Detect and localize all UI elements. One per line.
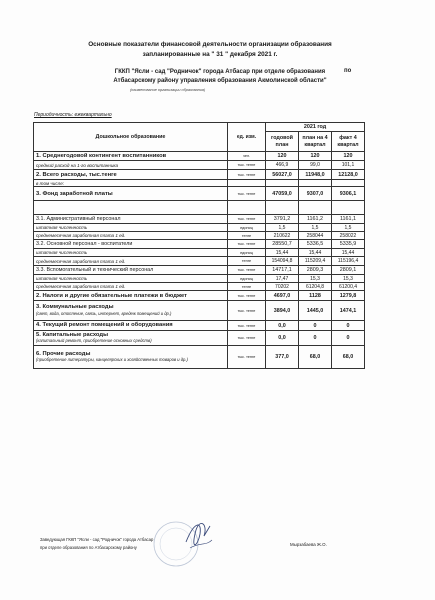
row-unit: тыс. тенге xyxy=(228,240,266,249)
row-label-main: 3. Коммунальные расходы xyxy=(36,304,114,311)
table-row xyxy=(34,224,365,232)
org-caption: (наименование организации образования) xyxy=(130,88,206,92)
row-q4-plan: 0 xyxy=(299,331,332,346)
table-row xyxy=(34,321,365,331)
row-q4-fact: 0 xyxy=(332,321,365,331)
table-row xyxy=(34,257,365,266)
row-label: среднемесячная заработная плата 1 ед. xyxy=(34,283,228,291)
row-label: 2. Всего расходы, тыс.тенге xyxy=(34,170,228,180)
row-unit: единиц xyxy=(228,249,266,257)
table-row xyxy=(34,240,365,249)
row-unit: тыс. тенге xyxy=(228,346,266,369)
header-annual-plan: годовой план xyxy=(266,132,299,152)
row-annual-plan xyxy=(266,180,299,187)
table-row xyxy=(34,283,365,291)
row-q4-plan: 68,0 xyxy=(299,346,332,369)
signature-name: Мырзабаева Ж.О. xyxy=(290,542,327,547)
row-annual-plan: 56027,0 xyxy=(266,170,299,180)
header-year: 2021 год xyxy=(266,123,365,132)
row-q4-plan: 0 xyxy=(299,321,332,331)
row-unit: тенге xyxy=(228,232,266,240)
row-q4-plan: 9307,0 xyxy=(299,187,332,201)
signature-line-2: при отделе образования по Атбасарскому району xyxy=(40,545,137,550)
row-q4-fact: 258022 xyxy=(332,232,365,240)
row-q4-fact: 1474,1 xyxy=(332,301,365,321)
financial-table xyxy=(33,122,365,369)
row-q4-plan: 258044 xyxy=(299,232,332,240)
row-unit: тенге xyxy=(228,257,266,266)
table-row xyxy=(34,249,365,257)
row-unit: тыс. тенге xyxy=(228,215,266,224)
table-row xyxy=(34,331,365,346)
row-q4-fact: 115196,4 xyxy=(332,257,365,266)
header-unit: ед. изм. xyxy=(228,123,266,152)
row-q4-plan: 15,3 xyxy=(299,275,332,283)
row-unit: единиц xyxy=(228,275,266,283)
row-q4-plan: 1128 xyxy=(299,291,332,301)
row-unit: чел. xyxy=(228,152,266,161)
row-unit: тенге xyxy=(228,283,266,291)
row-q4-fact: 0 xyxy=(332,331,365,346)
row-q4-fact: 12128,0 xyxy=(332,170,365,180)
document-title xyxy=(40,40,380,59)
table-row xyxy=(34,301,365,321)
table-row xyxy=(34,180,365,187)
row-unit: тыс. тенге xyxy=(228,266,266,275)
row-q4-fact xyxy=(332,201,365,215)
row-label: среднемесячная заработная плата 1 ед. xyxy=(34,232,228,240)
row-q4-plan: 11948,0 xyxy=(299,170,332,180)
row-q4-fact xyxy=(332,180,365,187)
row-label: штатная численность xyxy=(34,249,228,257)
row-q4-plan xyxy=(299,201,332,215)
org-line-2: Атбасарскому району управления образования Акмолинской области" xyxy=(113,77,327,84)
header-education: Дошкольное образование xyxy=(34,123,228,152)
row-annual-plan: 17,47 xyxy=(266,275,299,283)
table-row xyxy=(34,170,365,180)
row-q4-fact: 1279,8 xyxy=(332,291,365,301)
row-q4-fact: 68,0 xyxy=(332,346,365,369)
row-annual-plan: 3894,0 xyxy=(266,301,299,321)
row-q4-plan: 2809,3 xyxy=(299,266,332,275)
row-unit: тыс. тенге xyxy=(228,170,266,180)
table-row xyxy=(34,232,365,240)
row-label: 2. Налоги и другие обязательные платежи в бюджет xyxy=(34,291,228,301)
row-annual-plan: 0,0 xyxy=(266,331,299,346)
row-unit: тыс. тенге xyxy=(228,321,266,331)
row-unit: тыс. тенге xyxy=(228,291,266,301)
row-label: 3.1. Административный персонал xyxy=(34,215,228,224)
row-label: 3.2. Основной персонал - воспитатели xyxy=(34,240,228,249)
row-label xyxy=(34,301,228,321)
row-q4-fact: 120 xyxy=(332,152,365,161)
row-annual-plan: 210622 xyxy=(266,232,299,240)
table-row xyxy=(34,152,365,161)
title-line-1: Основные показатели финансовой деятельности организации образования xyxy=(88,41,332,48)
table-row xyxy=(34,291,365,301)
row-label xyxy=(34,346,228,369)
table-row xyxy=(34,266,365,275)
row-q4-plan: 1445,0 xyxy=(299,301,332,321)
row-annual-plan: 377,0 xyxy=(266,346,299,369)
row-unit: единиц xyxy=(228,224,266,232)
row-label: 1. Среднегодовой контингент воспитанников xyxy=(34,152,228,161)
organization-name xyxy=(70,68,370,86)
row-label: 3.3. Вспомогательный и технический персонал xyxy=(34,266,228,275)
row-annual-plan: 120 xyxy=(266,152,299,161)
row-annual-plan: 47059,0 xyxy=(266,187,299,201)
row-q4-plan: 5336,5 xyxy=(299,240,332,249)
row-label: средний расход на 1-го воспитанника xyxy=(34,161,228,170)
row-annual-plan xyxy=(266,201,299,215)
row-q4-plan: 15,44 xyxy=(299,249,332,257)
row-label: 3. Фонд заработной платы xyxy=(34,187,228,201)
row-annual-plan: 70202 xyxy=(266,283,299,291)
row-q4-fact: 5335,9 xyxy=(332,240,365,249)
row-label xyxy=(34,201,228,215)
table-row xyxy=(34,187,365,201)
row-annual-plan: 466,9 xyxy=(266,161,299,170)
row-q4-fact: 101,1 xyxy=(332,161,365,170)
signature-line-1: Заведующая ГККП "Ясли - сад "Родничок" города Атбасар xyxy=(40,537,154,542)
org-line-1: ГККП "Ясли - сад "Родничок" города Атбасар при отделе образования xyxy=(114,69,326,75)
row-unit: тыс. тенге xyxy=(228,161,266,170)
row-q4-plan: 61204,8 xyxy=(299,283,332,291)
row-q4-fact: 2809,1 xyxy=(332,266,365,275)
table-row xyxy=(34,201,365,215)
row-q4-fact: 15,3 xyxy=(332,275,365,283)
row-label xyxy=(34,321,228,331)
row-unit xyxy=(228,180,266,187)
row-annual-plan: 0,0 xyxy=(266,321,299,331)
row-label: среднемесячная заработная плата 1 ед. xyxy=(34,257,228,266)
row-q4-plan: 1161,2 xyxy=(299,215,332,224)
table-row xyxy=(34,346,365,369)
row-q4-plan: 120 xyxy=(299,152,332,161)
row-annual-plan: 4697,0 xyxy=(266,291,299,301)
row-label: в том числе: xyxy=(34,180,228,187)
official-stamp-icon xyxy=(150,512,220,577)
row-label-note: (капитальный ремонт, приобретение основных средств) xyxy=(36,338,152,344)
row-annual-plan: 14717,1 xyxy=(266,266,299,275)
table-row xyxy=(34,161,365,170)
row-q4-fact: 1161,1 xyxy=(332,215,365,224)
row-unit xyxy=(228,201,266,215)
header-q4-plan: план на 4 квартал xyxy=(299,132,332,152)
row-unit: тыс. тенге xyxy=(228,187,266,201)
row-q4-plan xyxy=(299,180,332,187)
row-q4-plan: 99,0 xyxy=(299,161,332,170)
row-q4-fact: 1,5 xyxy=(332,224,365,232)
table-row xyxy=(34,215,365,224)
row-label: штатная численность xyxy=(34,275,228,283)
row-q4-plan: 115209,4 xyxy=(299,257,332,266)
row-q4-fact: 61200,4 xyxy=(332,283,365,291)
row-label: штатная численность xyxy=(34,224,228,232)
table-row xyxy=(34,275,365,283)
row-label-note: (приобретение литературы, канцелярских и хозяйственных товаров и др.) xyxy=(36,357,188,363)
row-annual-plan: 15,44 xyxy=(266,249,299,257)
row-label-main: 5. Капитальные расходы xyxy=(36,331,109,338)
row-label-main: 4. Текущий ремонт помещений и оборудования xyxy=(36,321,173,328)
periodicity-label: Периодичность: ежеквартально xyxy=(34,112,112,118)
row-annual-plan: 28550,7 xyxy=(266,240,299,249)
row-q4-fact: 15,44 xyxy=(332,249,365,257)
table-header-row-1 xyxy=(34,123,365,132)
row-unit: тыс. тенге xyxy=(228,301,266,321)
row-q4-fact: 9306,1 xyxy=(332,187,365,201)
org-po-text: по xyxy=(344,68,352,74)
row-annual-plan: 3791,2 xyxy=(266,215,299,224)
row-label xyxy=(34,331,228,346)
row-annual-plan: 1,5 xyxy=(266,224,299,232)
row-annual-plan: 154094,8 xyxy=(266,257,299,266)
row-unit: тыс. тенге xyxy=(228,331,266,346)
row-label-note: (свет, вода, отопление, связь, интернет, вредеж помещений и др.) xyxy=(36,310,172,316)
header-q4-fact: факт 4 квартал xyxy=(332,132,365,152)
row-label-main: 6. Прочие расходы xyxy=(36,350,91,357)
row-q4-plan: 1,5 xyxy=(299,224,332,232)
title-line-2: запланированные на " 31 " декабря 2021 г. xyxy=(142,50,278,58)
signature-position xyxy=(40,536,153,552)
